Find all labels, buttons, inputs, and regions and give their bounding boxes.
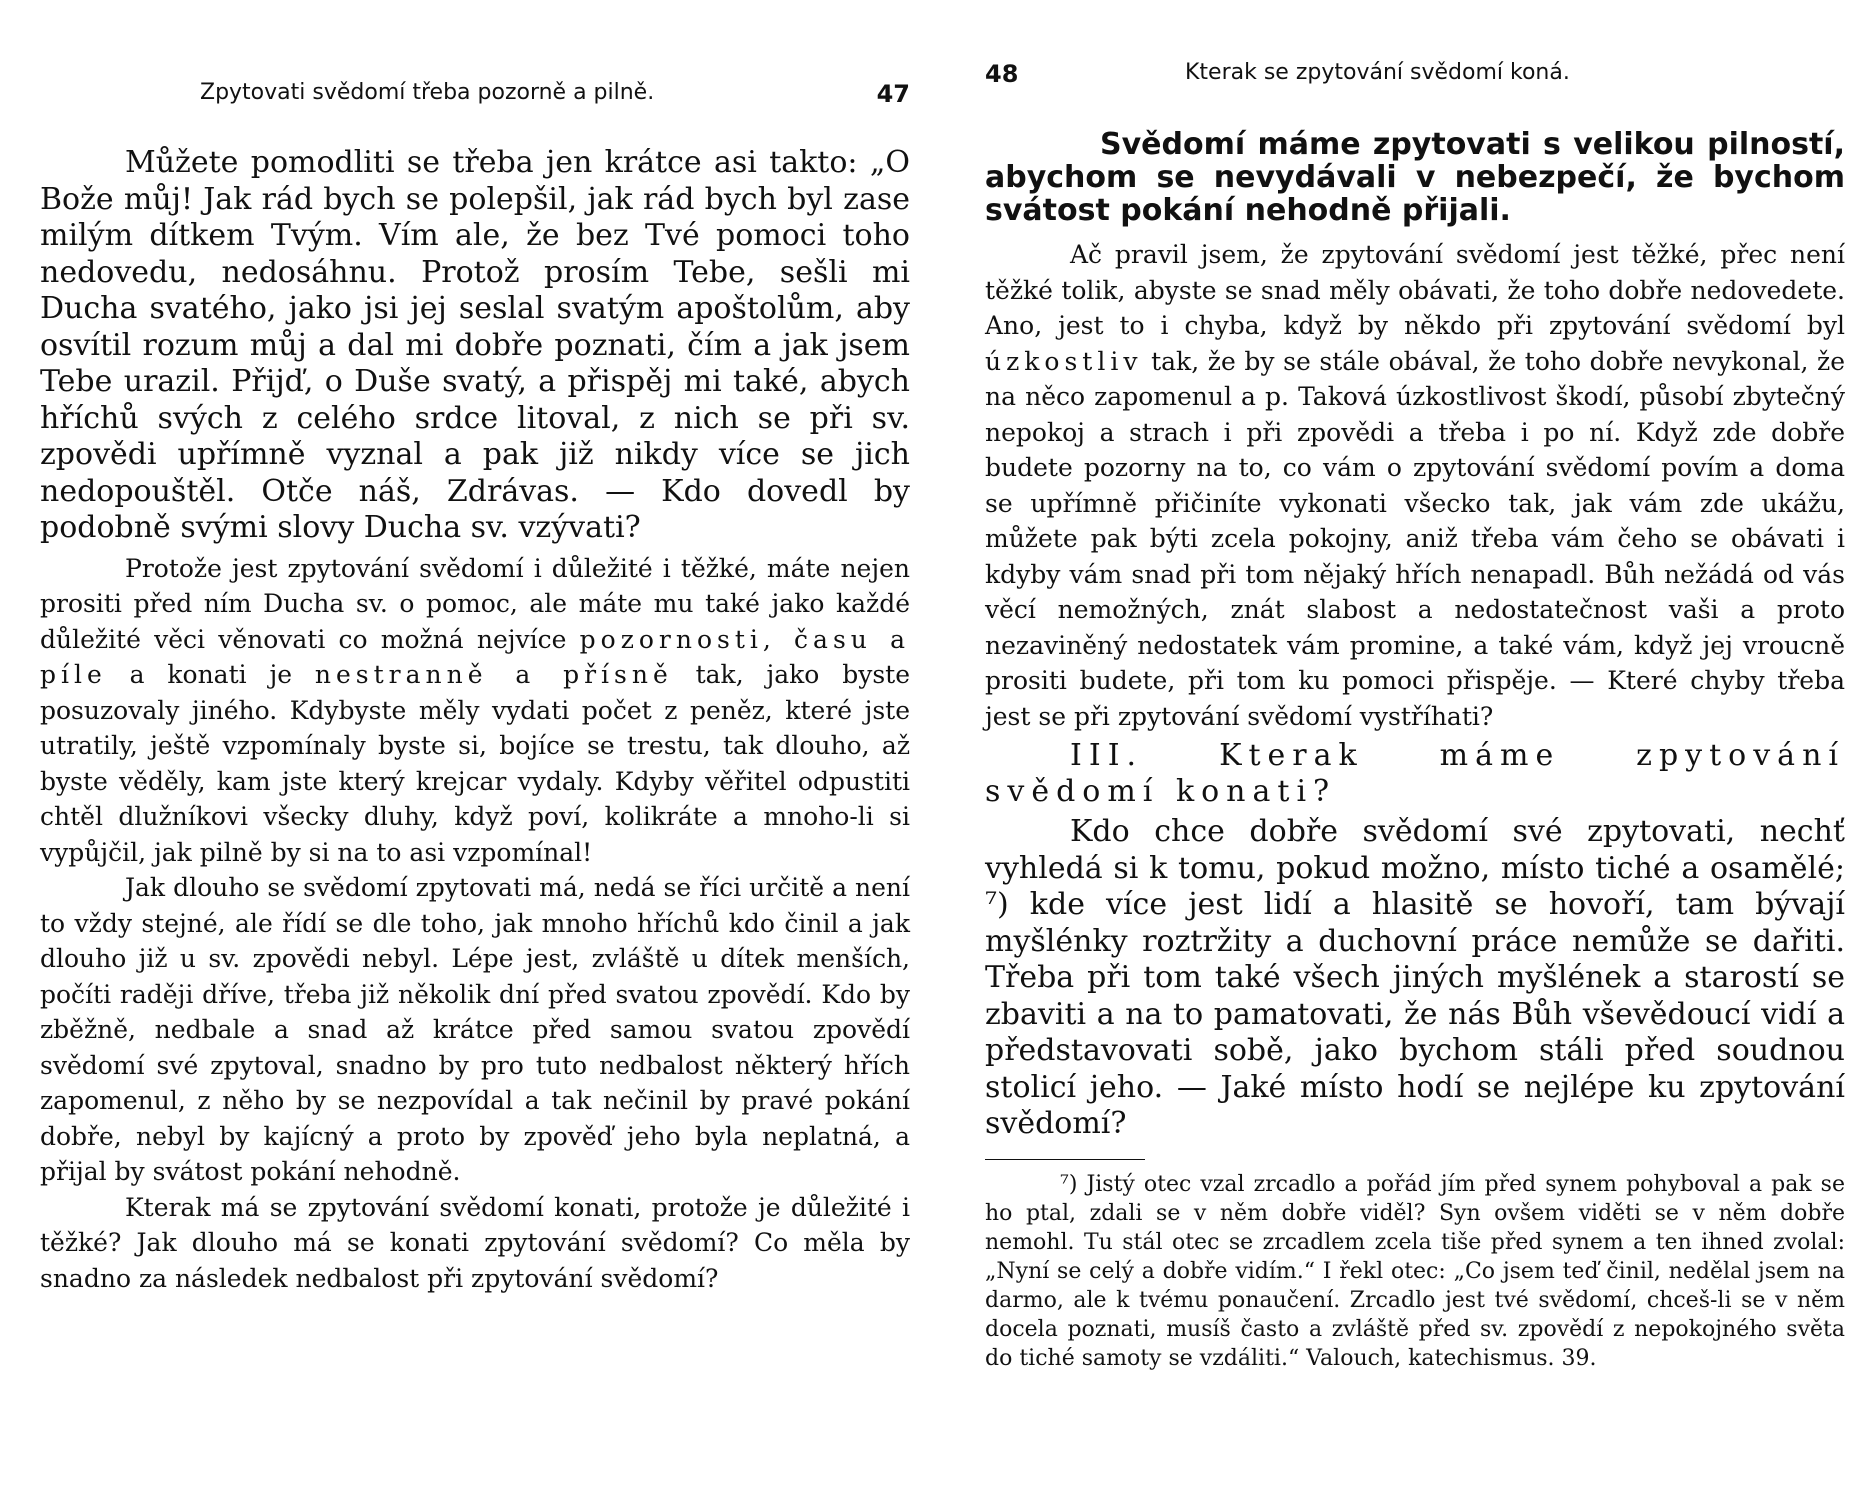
left-page xyxy=(40,0,910,1500)
running-head-title: Kterak se zpytování svědomí koná. xyxy=(1185,60,1570,85)
running-head xyxy=(985,60,1845,100)
text-run: tak, že by se stále obával, že toho dobře nevykonal, že na něco zapomenul a p. Taková úzkostlivost škodí, působí zbytečný nepokoj a strach i při zpovědi a třeba i po ní. Když zde dobře budete pozorny na to, co vám o zpytování svědomí povím a doma se upřímně přičiníte vykonati všecko tak, jak vám zde ukážu, můžete pak býti zcela pokojny, aniž třeba vám čeho se obávati i kdyby vám snad při tom nějaký hřích nenapadl. Bůh nežádá od vás věcí nemožných, znát slabost a nedostatečnost vaši a proto nezaviněný nedostatek vám promine, a také vám, když jej vroucně prositi budete, při tom ku pomoci přispěje. — Které chyby třeba jest se při zpytování svědomí vystříhati? xyxy=(985,346,1845,731)
emphasized-text: nestranně a přísně xyxy=(314,660,673,689)
paragraph xyxy=(985,237,1845,734)
text-run: Protože jest zpytování svědomí i důležité i těžké, máte nejen prositi před ním Ducha sv. o pomoc, ale máte mu také jako každé důležité věci věnovati co možná nejvíce xyxy=(40,553,910,654)
section-heading: Svědomí máme zpytovati s velikou pilností, abychom se nevydávali v nebezpečí, že bychom svátost pokání nehodně přijali. xyxy=(985,127,1845,228)
footnote xyxy=(985,1170,1845,1373)
footnote-divider xyxy=(985,1159,1145,1160)
paragraph: Kdo chce dobře svědomí své zpytovati, nechť vyhledá si k tomu, pokud možno, místo tiché a osamělé; ⁷) kde více jest lidí a hlasitě se hovoří, tam bývají myšlénky roztržity a duchovní práce nemůže se dařiti. Třeba při tom také všech jiných myšlének a starostí se zbaviti a na to pamatovati, že nás Bůh vševědoucí vidí a představovati sobě, jako bychom stáli před soudnou stolicí jeho. — Jaké místo hodí se nejlépe ku zpytování svědomí? xyxy=(985,814,1845,1141)
paragraph: Můžete pomodliti se třeba jen krátce asi takto: „O Bože můj! Jak rád bych se polepšil, jak rád bych byl zase milým dítkem Tvým. Vím ale, že bez Tvé pomoci toho nedovedu, nedosáhnu. Protož prosím Tebe, sešli mi Ducha svatého, jako jsi jej seslal svatým apoštolům, aby osvítil rozum můj a dal mi dobře poznati, čím a jak jsem Tebe urazil. Přijď, o Duše svatý, a přispěj mi také, abych hříchů svých z celého srdce litoval, z nich se při sv. zpovědi upřímně vyznal a pak již nikdy více se jich nedopouštěl. Otče náš, Zdrávas. — Kdo dovedl by podobně svými slovy Ducha sv. vzývati? xyxy=(40,145,910,545)
text-run: tak, jako byste posuzovaly jiného. Kdybyste měly vydati počet z peněz, které jste utratily, ještě vzpomínaly byste si, bojíce se trestu, tak dlouho, až byste věděly, kam jste který krejcar vydaly. Kdyby věřitel odpustiti chtěl dlužníkovi všecky dluhy, když poví, kolikráte a mnoho-li si vypůjčil, jak pilně by si na to asi vzpomínal! xyxy=(40,660,910,867)
section-number: III. xyxy=(1070,738,1144,773)
footnote-text: ⁷) Jistý otec vzal zrcadlo a pořád jím před synem pohyboval a pak se ho ptal, zdali se v něm dobře viděl? Syn ovšem viděti se v něm dobře nemohl. Tu stál otec se zrcadlem zcela tiše před synem a ten ihned zvolal: „Nyní se celý a dobře vidím.“ I řekl otec: „Co jsem teď činil, nedělal jsem na darmo, ale k tvému ponaučení. Zrcadlo jest tvé svědomí, chceš-li se v něm docela poznati, musíš často a zvláště před sv. zpovědí z nepokojného světa do tiché samoty se vzdáliti.“ Valouch, katechismus. 39. xyxy=(985,1171,1845,1371)
prayer-section xyxy=(40,145,910,547)
emphasized-text: pozornosti, času a píle xyxy=(40,624,910,689)
text-run: a konati je xyxy=(106,660,315,689)
page-body xyxy=(40,145,910,1296)
text-run: Ač pravil jsem, že zpytování svědomí jest těžké, přec není těžké tolik, abyste se snad měly obávati, že toho dobře nedovedete. Ano, jest to i chyba, když by někdo při zpytování svědomí byl xyxy=(985,240,1845,340)
right-page xyxy=(985,0,1845,1500)
main-text xyxy=(40,551,910,1297)
page-number: 48 xyxy=(985,60,1019,88)
page-number: 47 xyxy=(876,80,910,108)
section-iii xyxy=(985,738,1845,1143)
running-head xyxy=(40,80,910,120)
paragraph xyxy=(40,551,910,871)
section-title-text: Kterak máme zpytování svědomí konati? xyxy=(985,738,1845,809)
main-text xyxy=(985,237,1845,734)
running-head-title: Zpytovati svědomí třeba pozorně a pilně. xyxy=(200,80,655,105)
paragraph: Kterak má se zpytování svědomí konati, protože je důležité i těžké? Jak dlouho má se konati zpytování svědomí? Co měla by snadno za následek nedbalost při zpytování svědomí? xyxy=(40,1192,910,1293)
page-body xyxy=(985,128,1845,1373)
emphasized-text: úzkostliv xyxy=(985,346,1143,376)
paragraph: Jak dlouho se svědomí zpytovati má, nedá se říci určitě a není to vždy stejné, ale řídí se dle toho, jak mnoho hříchů kdo činil a jak dlouho již u sv. zpovědi nebyl. Lépe jest, zvláště u dítek menších, počíti raději dříve, třeba již několik dní před svatou zpovědí. Kdo by zběžně, nedbale a snad až krátce před samou svatou zpovědí svědomí své zpytoval, snadno by pro tuto nedbalost některý hřích zapomenul, z něho by se nezpovídal a tak nečinil by pravé pokání dobře, nebyl by kajícný a proto by zpověď jeho byla neplatná, a přijal by svátost pokání nehodně. xyxy=(40,873,910,1186)
section-title xyxy=(985,738,1845,810)
